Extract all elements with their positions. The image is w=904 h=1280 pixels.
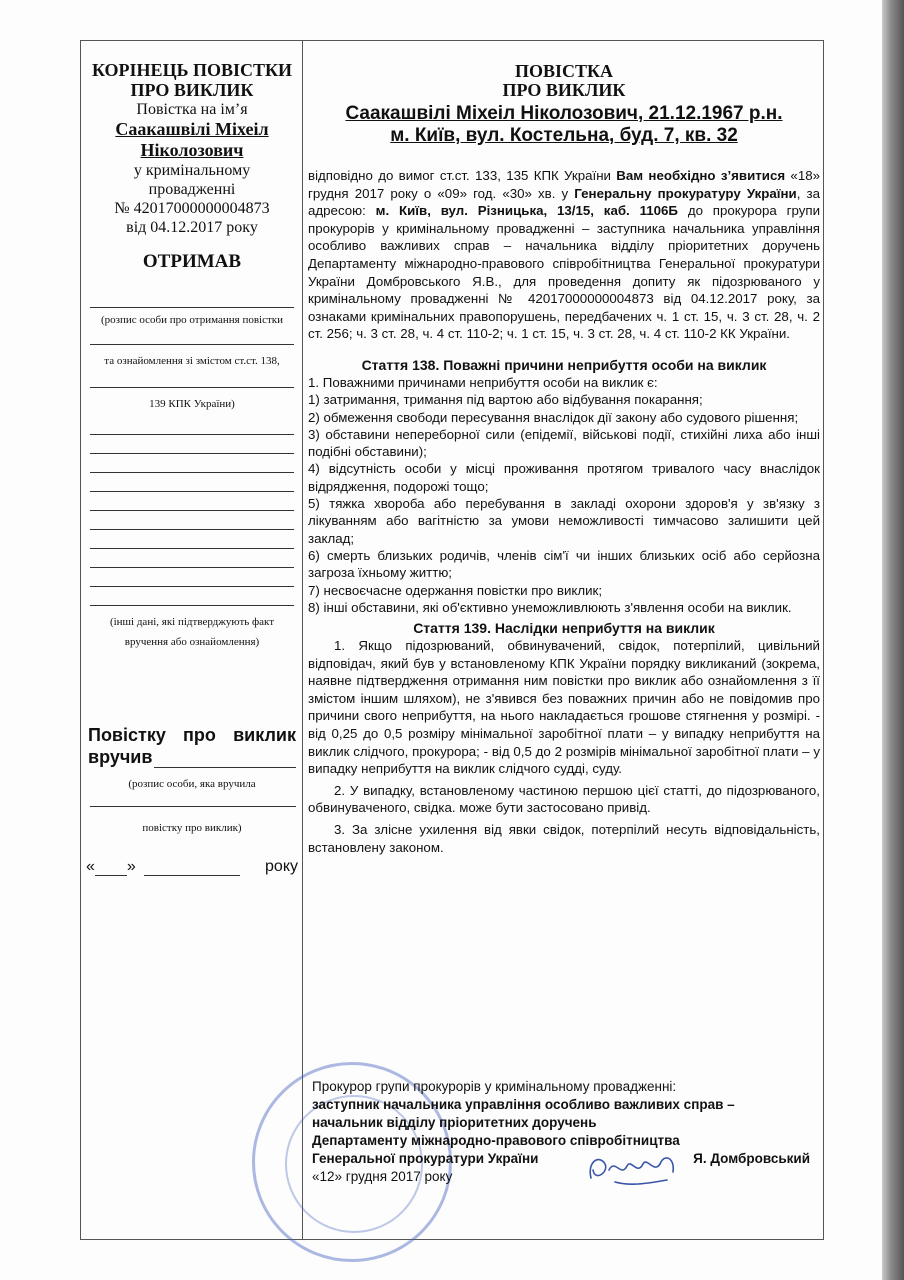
served-label: Повістку про виклик вручив (88, 725, 296, 767)
signature-line-3: начальник відділу пріоритетних доручень (312, 1115, 597, 1130)
blank-line (90, 530, 294, 549)
page-shadow-edge (882, 0, 904, 1280)
blank-line (90, 454, 294, 473)
list-item: 4) відсутність особи у місці проживання протягом тривалого часу внаслідок відрядження, подорожі тощо; (308, 461, 820, 494)
served-signature-line (154, 751, 296, 768)
served-caption-2: повістку про виклик) (142, 822, 242, 834)
summons-title: ПОВІСТКА ПРО ВИКЛИК (502, 61, 626, 100)
column-divider (302, 40, 303, 1240)
summons-column (308, 62, 820, 856)
signature-line (90, 373, 294, 388)
receipt-caption-1: (розпис особи про отримання повістки (100, 314, 284, 326)
article-139-title: Стаття 139. Наслідки неприбуття на виклик (413, 620, 715, 637)
list-item: 7) несвоєчасне одержання повістки про виклик; (308, 582, 603, 598)
receipt-caption-3: 139 КПК України) (149, 398, 235, 410)
date-month-blank (144, 861, 240, 876)
list-item: 1. Поважними причинами неприбуття особи на виклик є: (308, 374, 658, 390)
list-item: 5) тяжка хвороба або перебування в закладі охорони здоров'я у зв'язку з лікуванням або вагітністю за умови неможливості тимчасово залишити цей заклад; (308, 496, 820, 546)
served-signature-line (90, 806, 296, 807)
article-139-para: 1. Якщо підозрюваний, обвинувачений, свідок, потерпілий, цивільний відповідач, який був у встановленому КПК України порядку викликаний (зокрема, наявне підтвердження отримання ним повістки про виклик або ознайомлення з її змістом іншим шляхом), не з'явився без поважних причин або не повідомив про причини свого неприбуття, на нього накладається грошове стягнення у розмірі. - від 0,25 до 0,5 розміру мінімальної заробітної плати – у випадку неприбуття на виклик слідчого, прокурора; - від 0,5 до 2 розмірів мінімальної заробітної плати – у випадку неприбуття на виклик слідчого судді, суду. (308, 638, 820, 777)
list-item: 1) затримання, тримання під вартою або відбування покарання; (308, 392, 703, 408)
served-date-line: « » року (86, 858, 298, 875)
receipt-caption-2: та ознайомлення зі змістом ст.ст. 138, (104, 355, 280, 367)
signature-line-1: Прокурор групи прокурорів у кримінальному провадженні: (312, 1079, 677, 1094)
signature-line (90, 332, 294, 345)
signature-line-5: Генеральної прокуратури України (312, 1151, 539, 1166)
list-item: 3) обставини непереборної сили (епідемії, військові події, стихійні лиха або інші подібні обставини); (308, 426, 820, 460)
list-item: 2) обмеження свободи пересування внаслідок дії закону або судового рішення; (308, 409, 799, 425)
article-138-list (308, 374, 820, 616)
other-data-caption-1: (інші дані, які підтверджують факт (109, 616, 275, 628)
signature-line-4: Департаменту міжнародно-правового співробітництва (312, 1133, 680, 1148)
signature-line-2: заступник начальника управління особливо важливих справ – (312, 1097, 735, 1112)
signer-name: Я. Домбровський (693, 1151, 810, 1166)
received-heading: ОТРИМАВ (142, 251, 242, 272)
blank-line (90, 549, 294, 568)
blank-line (90, 492, 294, 511)
addressee-address: м. Київ, вул. Костельна, буд. 7, кв. 32 (390, 125, 738, 146)
date-day-blank (95, 861, 127, 876)
article-139-para: 3. За злісне ухилення від явки свідок, потерпілий несуть відповідальність, встановлену законом. (308, 822, 820, 855)
list-item: 8) інші обставини, які об'єктивно унеможливлюють з'явлення особи на виклик. (308, 599, 792, 615)
blank-line (90, 473, 294, 492)
stub-name: Саакашвілі Міхеіл Ніколозович (115, 119, 269, 160)
blank-line (90, 587, 294, 606)
article-138-title: Стаття 138. Поважні причини неприбуття особи на виклик (361, 356, 767, 373)
stub-intro: Повістка на ім’я (136, 101, 248, 118)
stub-title: КОРІНЕЦЬ ПОВІСТКИ ПРО ВИКЛИК (91, 60, 293, 100)
served-caption-1: (розпис особи, яка вручила (128, 778, 256, 790)
blank-line (90, 435, 294, 454)
blank-line (90, 416, 294, 435)
blank-line (90, 511, 294, 530)
signature-date: «12» грудня 2017 року (312, 1169, 453, 1184)
summons-body: відповідно до вимог ст.ст. 133, 135 КПК України Вам необхідно з’явитися «18» грудня 2017 року о «09» год. «30» хв. у Генеральну прокуратуру України, за адресою: м. Київ, вул. Різницька, 13/15, каб. 1106Б до прокурора групи прокурорів у кримінальному провадженні – заступника начальника управління особливо важливих справ – начальника відділу пріоритетних доручень Департаменту міжнародно-правового співробітництва Генеральної прокуратури України Домбровського Я.В., для проведення допиту як підозрюваного у кримінальному провадженні № 42017000000004873 від 04.12.2017 року, за ознаками кримінальних правопорушень, передбачених ч. 1 ст. 15, ч. 3 ст. 28, ч. 2 ст. 256; ч. 3 ст. 28, ч. 4 ст. 110-2; ч. 1 ст. 15, ч. 3 ст. 28, ч. 4 ст. 110-2 КК України. (308, 168, 821, 342)
other-data-caption-2: вручення або ознайомлення) (124, 636, 260, 648)
stub-number: № 42017000000004873 (114, 200, 270, 217)
stub-date: від 04.12.2017 року (126, 219, 258, 236)
signature-line (90, 285, 294, 308)
handwritten-signature (585, 1148, 681, 1188)
stub-column (86, 60, 298, 654)
list-item: 6) смерть близьких родичів, членів сім'ї чи інших близьких осіб або серйозна загроза їхньому життю; (308, 547, 820, 581)
addressee-name: Саакашвілі Міхеіл Ніколозович, 21.12.1967 р.н. (345, 103, 783, 124)
article-139-para: 2. У випадку, встановленому частиною першою цієї статті, до підозрюваного, обвинуваченого, свідка. може бути застосовано привід. (308, 782, 820, 816)
prosecutor-signature-block (312, 1078, 822, 1186)
blank-line (90, 568, 294, 587)
stub-proceeding: у кримінальному провадженні № 42017000000004873 від 04.12.2017 року (86, 161, 298, 237)
